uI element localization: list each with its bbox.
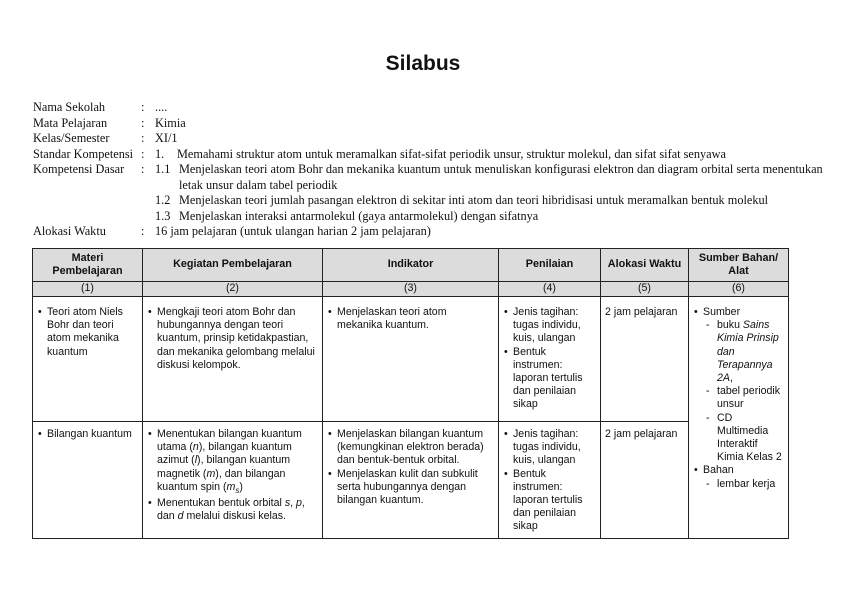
cell-kegiatan	[143, 297, 323, 422]
sumber-label: Sumber	[703, 306, 741, 318]
list-item: • Jenis tagihan: tugas individu, kuis, ulangan	[503, 428, 596, 468]
header-indikator: Indikator	[323, 249, 499, 282]
label-sekolah: Nama Sekolah	[33, 100, 106, 114]
colon: :	[141, 224, 145, 238]
info-row-sekolah	[33, 100, 823, 116]
colon: :	[141, 115, 145, 130]
text-run: ,	[290, 497, 296, 510]
buku-suffix: ,	[729, 372, 733, 385]
bahan-label: Bahan	[703, 464, 734, 477]
text-run: Menentukan bilangan kuantum utama (	[157, 428, 302, 454]
colon: :	[141, 131, 145, 145]
value-sk	[155, 147, 823, 163]
cell-materi	[33, 422, 143, 539]
kd-text: Menjelaskan teori atom Bohr dan mekanika kuantum untuk menuliskan konfigurasi elektron dan diagram orbital serta menentukan letak unsur dalam tabel periodik	[179, 162, 823, 192]
value-mapel: Kimia	[155, 115, 186, 130]
symbol-l: l	[194, 454, 198, 467]
cell-sumber	[689, 297, 789, 539]
list-item	[703, 319, 784, 385]
column-number: (2)	[143, 282, 323, 297]
table-header-row	[33, 249, 789, 282]
list-item	[147, 428, 318, 497]
symbol-subscript-s: s	[235, 485, 240, 495]
list-item: • Menjelaskan kulit dan subkulit serta hubungannya dengan bilangan kuantum.	[327, 468, 494, 508]
info-row-kelas	[33, 131, 823, 147]
value-kd	[155, 162, 823, 224]
column-number: (1)	[33, 282, 143, 297]
kd-item	[155, 193, 823, 209]
cell-materi	[33, 297, 143, 422]
cell-indikator	[323, 297, 499, 422]
symbol-m: m	[206, 467, 216, 480]
cell-penilaian	[499, 297, 601, 422]
symbol-s: s	[284, 497, 291, 510]
symbol-d: d	[177, 510, 184, 523]
list-item: - tabel periodik unsur	[703, 385, 784, 411]
list-item: - lembar kerja	[703, 478, 784, 491]
colon: :	[141, 162, 145, 176]
list-item: • Bentuk instrumen: laporan tertulis dan penilaian sikap	[503, 468, 596, 534]
list-item: • Menjelaskan bilangan kuantum (kemungkinan elektron berada) dan bentuk-bentuk orbital.	[327, 428, 494, 468]
info-row-alokasi	[33, 224, 823, 240]
kd-text: Menjelaskan teori jumlah pasangan elektron di sekitar inti atom dan teori hibridisasi untuk meramalkan bentuk molekul	[179, 193, 769, 207]
colon: :	[141, 146, 145, 161]
cell-indikator	[323, 422, 499, 539]
list-item	[693, 464, 784, 490]
list-item	[147, 497, 318, 523]
list-item: - CD Multimedia Interaktif Kimia Kelas 2	[703, 412, 784, 465]
list-item: • Jenis tagihan: tugas individu, kuis, ulangan	[503, 306, 596, 346]
label-kd: Kompetensi Dasar	[33, 162, 125, 176]
text-run: ), bilangan kuantum azimut (	[157, 441, 292, 467]
text-run: ), dan bilangan kuantum spin (	[157, 467, 286, 493]
column-number: (6)	[689, 282, 789, 297]
kd-item	[155, 162, 823, 193]
cell-penilaian	[499, 422, 601, 539]
kd-text: Menjelaskan interaksi antarmolekul (gaya antarmolekul) dengan sifatnya	[179, 208, 539, 223]
header-alokasi: Alokasi Waktu	[601, 249, 689, 282]
column-number: (5)	[601, 282, 689, 297]
header-sumber: Sumber Bahan/ Alat	[689, 249, 789, 282]
page-title: Silabus	[385, 52, 461, 75]
label-mapel: Mata Pelajaran	[33, 115, 108, 130]
header-materi: Materi Pembelajaran	[33, 249, 143, 282]
symbol-p: p	[296, 497, 302, 510]
list-item: • Bilangan kuantum	[37, 428, 138, 441]
colon: :	[141, 100, 145, 114]
text-run: melalui diskusi kelas.	[183, 510, 286, 523]
cell-alokasi: 2 jam pelajaran	[601, 297, 689, 422]
list-item: • Teori atom Niels Bohr dan teori atom mekanika kuantum	[37, 306, 138, 359]
symbol-ms: m	[226, 480, 236, 493]
list-item: • Menjelaskan teori atom mekanika kuantum.	[327, 306, 494, 332]
kd-number: 1.1	[155, 162, 171, 176]
symbol-n: n	[192, 441, 199, 454]
syllabus-info	[33, 100, 823, 240]
column-number: (4)	[499, 282, 601, 297]
list-item: • Bentuk instrumen: laporan tertulis dan penilaian sikap	[503, 346, 596, 412]
cell-alokasi: 2 jam pelajaran	[601, 422, 689, 539]
sk-text: Memahami struktur atom untuk meramalkan sifat-sifat periodik unsur, struktur molekul, dan sifat sifat senyawa	[177, 146, 726, 161]
info-row-kd	[33, 162, 823, 224]
book-title: Sains Kimia Prinsip dan Terapannya 2A	[717, 319, 779, 385]
kd-number: 1.2	[155, 193, 171, 207]
value-sekolah: ....	[155, 100, 168, 114]
syllabus-table	[32, 248, 789, 539]
list-item	[693, 306, 784, 464]
header-kegiatan: Kegiatan Pembelajaran	[143, 249, 323, 282]
column-number-row	[33, 282, 789, 297]
text-run: Menentukan bentuk orbital	[157, 497, 285, 510]
label-sk: Standar Kompetensi	[33, 146, 134, 161]
table-row	[33, 422, 789, 539]
buku-prefix: buku	[717, 319, 743, 332]
value-kelas: XI/1	[155, 131, 178, 145]
column-number: (3)	[323, 282, 499, 297]
text-run: , dan	[157, 497, 305, 523]
kd-number: 1.3	[155, 208, 171, 223]
cell-kegiatan	[143, 422, 323, 539]
label-alokasi: Alokasi Waktu	[33, 224, 106, 238]
text-run: )	[239, 480, 243, 493]
label-kelas: Kelas/Semester	[33, 131, 110, 145]
kd-item	[155, 209, 823, 225]
list-item: • Mengkaji teori atom Bohr dan hubungannya dengan teori kuantum, prinsip ketidakpastian, dan mekanika gelombang melalui diskusi kelompok.	[147, 306, 318, 372]
table-row	[33, 297, 789, 422]
info-row-mapel	[33, 116, 823, 132]
info-row-sk	[33, 147, 823, 163]
sk-number: 1.	[155, 146, 165, 161]
value-alokasi: 16 jam pelajaran (untuk ulangan harian 2 jam pelajaran)	[155, 224, 431, 238]
text-run: ), bilangan kuantum magnetik (	[157, 454, 291, 480]
header-penilaian: Penilaian	[499, 249, 601, 282]
